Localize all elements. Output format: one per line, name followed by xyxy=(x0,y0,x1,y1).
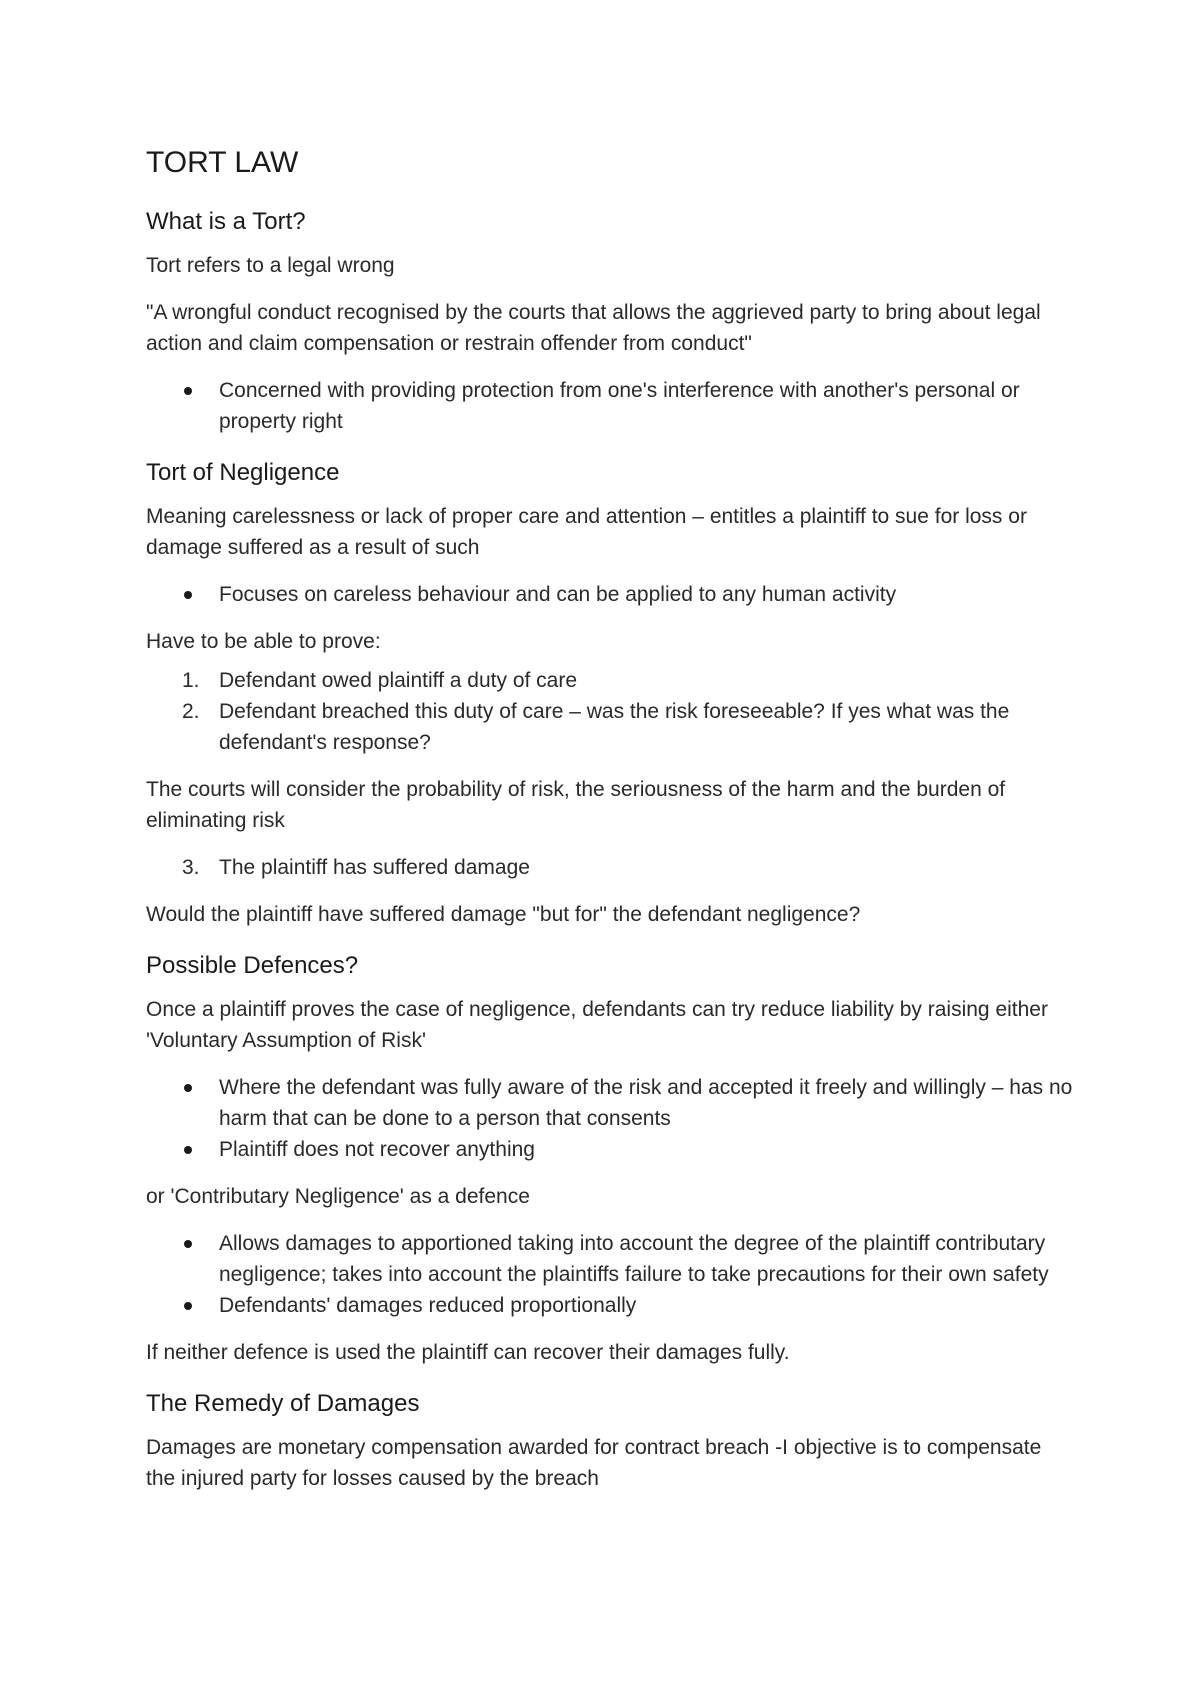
bullet-icon xyxy=(184,1084,192,1092)
heading-what-is-a-tort: What is a Tort? xyxy=(146,208,306,235)
paragraph-neither-defence: If neither defence is used the plaintiff can recover their damages fully. xyxy=(146,1341,790,1364)
list-item: Allows damages to apportioned taking into account the degree of the plaintiff contributary negligence; takes into account the plaintiffs failure to take precautions for their own safety xyxy=(146,1228,1076,1290)
bullet-icon xyxy=(184,1146,192,1154)
document-page xyxy=(146,140,1076,1510)
paragraph-prove: Have to be able to prove: xyxy=(146,630,381,653)
bullet-list-what xyxy=(146,375,1076,437)
numbered-list-damage xyxy=(146,852,1076,883)
paragraph-defences-intro: Once a plaintiff proves the case of negligence, defendants can try reduce liability by raising either 'Voluntary Assumption of Risk' xyxy=(146,998,1048,1052)
list-item: Concerned with providing protection from one's interference with another's personal or property right xyxy=(146,375,1076,437)
paragraph-but-for: Would the plaintiff have suffered damage "but for" the defendant negligence? xyxy=(146,903,861,926)
heading-remedy-of-damages: The Remedy of Damages xyxy=(146,1390,420,1417)
paragraph-contributary: or 'Contributary Negligence' as a defence xyxy=(146,1185,530,1208)
paragraph-negligence-meaning: Meaning carelessness or lack of proper care and attention – entitles a plaintiff to sue for loss or damage suffered as a result of such xyxy=(146,505,1027,559)
paragraph-damages: Damages are monetary compensation awarded for contract breach -I objective is to compensate the injured party for losses caused by the breach xyxy=(146,1436,1042,1490)
bullet-list-contributary xyxy=(146,1228,1076,1321)
bullet-list-voluntary xyxy=(146,1072,1076,1165)
heading-tort-of-negligence: Tort of Negligence xyxy=(146,459,340,486)
paragraph-courts-consider: The courts will consider the probability of risk, the seriousness of the harm and the burden of eliminating risk xyxy=(146,778,1006,832)
paragraph-tort-quote: "A wrongful conduct recognised by the courts that allows the aggrieved party to bring about legal action and claim compensation or restrain offender from conduct" xyxy=(146,301,1041,355)
bullet-icon xyxy=(184,387,192,395)
bullet-list-negligence xyxy=(146,579,1076,610)
bullet-icon xyxy=(184,591,192,599)
list-item: Plaintiff does not recover anything xyxy=(146,1134,1076,1165)
document-title: TORT LAW xyxy=(146,146,299,179)
numbered-list-prove xyxy=(146,665,1076,758)
list-item: Defendants' damages reduced proportionally xyxy=(146,1290,1076,1321)
bullet-icon xyxy=(184,1302,192,1310)
paragraph-tort-definition: Tort refers to a legal wrong xyxy=(146,254,395,277)
bullet-icon xyxy=(184,1240,192,1248)
list-item: Focuses on careless behaviour and can be applied to any human activity xyxy=(146,579,1076,610)
list-item: 2. Defendant breached this duty of care – was the risk foreseeable? If yes what was the defendant's response? xyxy=(182,700,1010,754)
list-item: 1. Defendant owed plaintiff a duty of care xyxy=(182,669,578,692)
list-item: Where the defendant was fully aware of the risk and accepted it freely and willingly – has no harm that can be done to a person that consents xyxy=(146,1072,1076,1134)
list-item: 3. The plaintiff has suffered damage xyxy=(182,856,530,879)
heading-possible-defences: Possible Defences? xyxy=(146,952,359,979)
